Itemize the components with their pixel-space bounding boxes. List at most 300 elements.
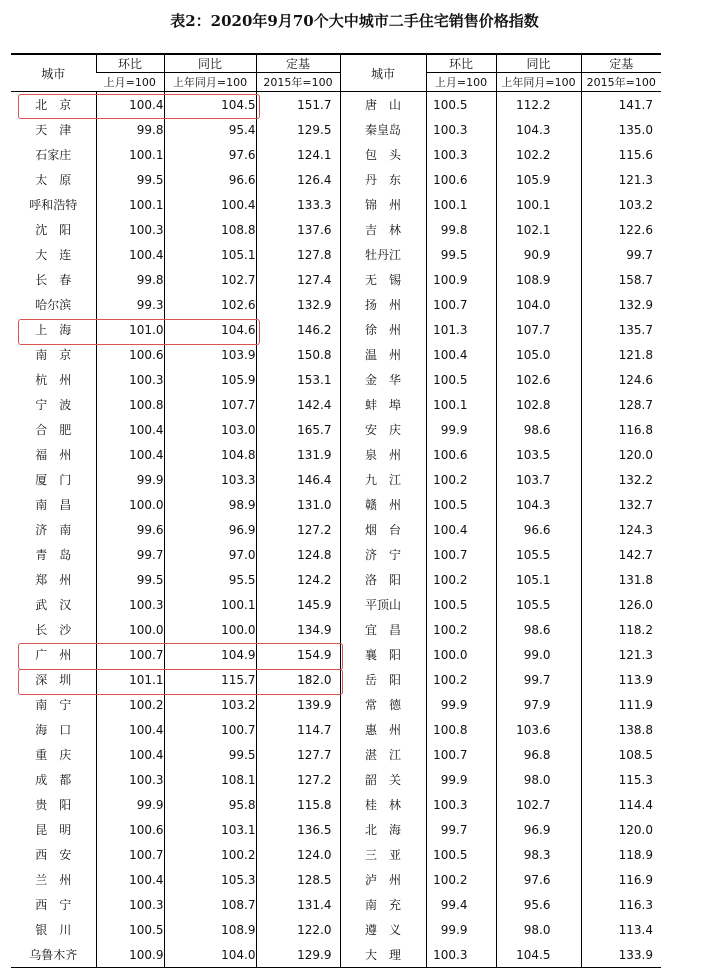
table-row [11, 817, 661, 842]
base-cell: 122.6 [581, 217, 661, 242]
mom-cell: 100.6 [426, 442, 496, 467]
table-row [11, 642, 661, 667]
mom-cell: 100.4 [96, 717, 164, 742]
mom-cell: 100.2 [96, 692, 164, 717]
header-mom-sub-left: 上月=100 [96, 73, 164, 92]
yoy-cell: 105.5 [496, 542, 581, 567]
base-cell: 103.2 [581, 192, 661, 217]
table-row [11, 392, 661, 417]
mom-cell: 99.8 [426, 217, 496, 242]
mom-cell: 100.5 [426, 492, 496, 517]
yoy-cell: 96.6 [496, 517, 581, 542]
mom-cell: 99.9 [96, 467, 164, 492]
base-cell: 142.4 [256, 392, 340, 417]
base-cell: 150.8 [256, 342, 340, 367]
table-row [11, 492, 661, 517]
base-cell: 127.7 [256, 742, 340, 767]
base-cell: 114.7 [256, 717, 340, 742]
yoy-cell: 105.0 [496, 342, 581, 367]
mom-cell: 99.9 [426, 917, 496, 942]
mom-cell: 99.6 [96, 517, 164, 542]
yoy-cell: 95.6 [496, 892, 581, 917]
city-cell: 泸 州 [340, 867, 426, 892]
mom-cell: 100.7 [96, 842, 164, 867]
city-cell: 牡丹江 [340, 242, 426, 267]
table-body [11, 92, 661, 968]
mom-cell: 100.7 [426, 542, 496, 567]
yoy-cell: 95.5 [164, 567, 256, 592]
table-row [11, 767, 661, 792]
city-cell: 哈尔滨 [35, 298, 72, 312]
base-cell: 115.8 [256, 792, 340, 817]
city-cell: 福 州 [35, 448, 72, 462]
yoy-cell: 104.8 [164, 442, 256, 467]
city-cell: 天 津 [35, 123, 72, 137]
table-row [11, 242, 661, 267]
mom-cell: 99.9 [426, 767, 496, 792]
city-cell: 乌鲁木齐 [11, 942, 96, 968]
city-cell: 昆 明 [35, 823, 72, 837]
base-cell: 126.4 [256, 167, 340, 192]
mom-cell: 100.5 [426, 592, 496, 617]
header-mom-left: 环比 [96, 54, 164, 73]
mom-cell: 100.3 [426, 792, 496, 817]
mom-cell: 100.6 [96, 342, 164, 367]
table-row [11, 92, 661, 118]
table-row [11, 442, 661, 467]
base-cell: 118.9 [581, 842, 661, 867]
yoy-cell: 108.9 [496, 267, 581, 292]
yoy-cell: 105.3 [164, 867, 256, 892]
base-cell: 116.9 [581, 867, 661, 892]
base-cell: 127.2 [256, 767, 340, 792]
city-cell: 包 头 [340, 142, 426, 167]
header-mom-sub-right: 上月=100 [426, 73, 496, 92]
yoy-cell: 95.8 [164, 792, 256, 817]
base-cell: 139.9 [256, 692, 340, 717]
yoy-cell: 105.9 [164, 367, 256, 392]
yoy-cell: 102.6 [496, 367, 581, 392]
city-cell: 扬 州 [340, 292, 426, 317]
city-cell: 宜 昌 [340, 617, 426, 642]
base-cell: 145.9 [256, 592, 340, 617]
mom-cell: 101.1 [96, 667, 164, 692]
city-cell: 湛 江 [340, 742, 426, 767]
table-row [11, 842, 661, 867]
base-cell: 165.7 [256, 417, 340, 442]
base-cell: 122.0 [256, 917, 340, 942]
yoy-cell: 104.3 [496, 492, 581, 517]
table-row [11, 667, 661, 692]
mom-cell: 100.6 [426, 167, 496, 192]
city-cell: 秦皇岛 [340, 117, 426, 142]
mom-cell: 101.0 [96, 317, 164, 342]
mom-cell: 100.2 [426, 567, 496, 592]
yoy-cell: 100.1 [496, 192, 581, 217]
base-cell: 121.8 [581, 342, 661, 367]
yoy-cell: 98.0 [496, 917, 581, 942]
mom-cell: 100.2 [426, 467, 496, 492]
mom-cell: 101.3 [426, 317, 496, 342]
yoy-cell: 97.0 [164, 542, 256, 567]
base-cell: 127.2 [256, 517, 340, 542]
yoy-cell: 103.7 [496, 467, 581, 492]
city-cell: 济 南 [35, 523, 72, 537]
base-cell: 108.5 [581, 742, 661, 767]
header-row-main [11, 54, 661, 73]
mom-cell: 99.5 [96, 567, 164, 592]
base-cell: 121.3 [581, 642, 661, 667]
city-cell: 呼和浩特 [29, 198, 78, 212]
header-yoy-sub-left: 上年同月=100 [164, 73, 256, 92]
mom-cell: 100.3 [426, 117, 496, 142]
yoy-cell: 105.1 [496, 567, 581, 592]
base-cell: 128.5 [256, 867, 340, 892]
base-cell: 131.8 [581, 567, 661, 592]
table-row [11, 942, 661, 968]
city-cell: 太 原 [35, 173, 72, 187]
price-index-table [11, 53, 661, 968]
city-cell: 洛 阳 [340, 567, 426, 592]
header-base-sub-left: 2015年=100 [256, 73, 340, 92]
yoy-cell: 96.8 [496, 742, 581, 767]
base-cell: 131.9 [256, 442, 340, 467]
mom-cell: 99.8 [96, 267, 164, 292]
base-cell: 146.4 [256, 467, 340, 492]
table-row [11, 692, 661, 717]
yoy-cell: 104.9 [164, 642, 256, 667]
yoy-cell: 103.9 [164, 342, 256, 367]
city-cell: 北 京 [35, 98, 72, 112]
yoy-cell: 100.4 [164, 192, 256, 217]
city-cell: 南 昌 [35, 498, 72, 512]
yoy-cell: 96.9 [496, 817, 581, 842]
city-cell: 烟 台 [340, 517, 426, 542]
yoy-cell: 104.5 [164, 92, 256, 118]
city-cell: 西 安 [35, 848, 72, 862]
mom-cell: 100.3 [96, 217, 164, 242]
city-cell: 三 亚 [340, 842, 426, 867]
mom-cell: 100.5 [426, 842, 496, 867]
base-cell: 124.6 [581, 367, 661, 392]
base-cell: 132.2 [581, 467, 661, 492]
mom-cell: 100.8 [96, 392, 164, 417]
base-cell: 118.2 [581, 617, 661, 642]
base-cell: 111.9 [581, 692, 661, 717]
base-cell: 182.0 [256, 667, 340, 692]
city-cell: 常 德 [340, 692, 426, 717]
yoy-cell: 103.5 [496, 442, 581, 467]
yoy-cell: 103.0 [164, 417, 256, 442]
city-cell: 重 庆 [35, 748, 72, 762]
yoy-cell: 107.7 [496, 317, 581, 342]
city-cell: 蚌 埠 [340, 392, 426, 417]
yoy-cell: 104.6 [164, 317, 256, 342]
yoy-cell: 99.0 [496, 642, 581, 667]
yoy-cell: 108.1 [164, 767, 256, 792]
city-cell: 韶 关 [340, 767, 426, 792]
city-cell: 大 理 [340, 942, 426, 968]
base-cell: 124.1 [256, 142, 340, 167]
base-cell: 124.2 [256, 567, 340, 592]
base-cell: 142.7 [581, 542, 661, 567]
mom-cell: 100.1 [426, 392, 496, 417]
page-title: 表2：2020年9月70个大中城市二手住宅销售价格指数 [170, 12, 539, 30]
base-cell: 134.9 [256, 617, 340, 642]
city-cell: 武 汉 [35, 598, 72, 612]
city-cell: 徐 州 [340, 317, 426, 342]
mom-cell: 100.4 [96, 242, 164, 267]
base-cell: 131.4 [256, 892, 340, 917]
base-cell: 124.0 [256, 842, 340, 867]
city-cell: 大 连 [35, 248, 72, 262]
base-cell: 127.8 [256, 242, 340, 267]
mom-cell: 100.3 [426, 142, 496, 167]
mom-cell: 100.4 [96, 417, 164, 442]
mom-cell: 100.1 [96, 142, 164, 167]
base-cell: 133.9 [581, 942, 661, 968]
city-cell: 金 华 [340, 367, 426, 392]
city-cell: 遵 义 [340, 917, 426, 942]
yoy-cell: 95.4 [164, 117, 256, 142]
city-cell: 长 沙 [35, 623, 72, 637]
mom-cell: 99.9 [96, 792, 164, 817]
city-cell: 锦 州 [340, 192, 426, 217]
table-row [11, 567, 661, 592]
mom-cell: 100.4 [96, 442, 164, 467]
city-cell: 岳 阳 [340, 667, 426, 692]
base-cell: 115.3 [581, 767, 661, 792]
mom-cell: 100.2 [426, 867, 496, 892]
yoy-cell: 97.9 [496, 692, 581, 717]
yoy-cell: 104.3 [496, 117, 581, 142]
header-yoy-left: 同比 [164, 54, 256, 73]
yoy-cell: 90.9 [496, 242, 581, 267]
table-row [11, 617, 661, 642]
city-cell: 南 京 [35, 348, 72, 362]
city-cell: 海 口 [35, 723, 72, 737]
yoy-cell: 104.0 [496, 292, 581, 317]
city-cell: 厦 门 [35, 473, 72, 487]
base-cell: 115.6 [581, 142, 661, 167]
mom-cell: 100.4 [426, 342, 496, 367]
table-row [11, 592, 661, 617]
yoy-cell: 104.0 [164, 942, 256, 968]
header-yoy-right: 同比 [496, 54, 581, 73]
city-cell: 吉 林 [340, 217, 426, 242]
mom-cell: 100.4 [426, 517, 496, 542]
mom-cell: 100.4 [96, 92, 164, 118]
yoy-cell: 102.8 [496, 392, 581, 417]
city-cell: 青 岛 [35, 548, 72, 562]
mom-cell: 100.7 [96, 642, 164, 667]
mom-cell: 99.7 [96, 542, 164, 567]
table-row [11, 167, 661, 192]
yoy-cell: 97.6 [496, 867, 581, 892]
base-cell: 138.8 [581, 717, 661, 742]
yoy-cell: 112.2 [496, 92, 581, 118]
table-row [11, 742, 661, 767]
mom-cell: 100.3 [96, 767, 164, 792]
base-cell: 132.9 [581, 292, 661, 317]
yoy-cell: 96.9 [164, 517, 256, 542]
table-row [11, 192, 661, 217]
yoy-cell: 98.9 [164, 492, 256, 517]
table-row [11, 467, 661, 492]
city-cell: 南 充 [340, 892, 426, 917]
city-cell: 丹 东 [340, 167, 426, 192]
header-mom-right: 环比 [426, 54, 496, 73]
base-cell: 131.0 [256, 492, 340, 517]
mom-cell: 100.9 [426, 267, 496, 292]
table-row [11, 267, 661, 292]
city-cell: 唐 山 [340, 92, 426, 118]
table-row [11, 317, 661, 342]
city-cell: 赣 州 [340, 492, 426, 517]
base-cell: 120.0 [581, 442, 661, 467]
table-row [11, 367, 661, 392]
city-cell: 北 海 [340, 817, 426, 842]
mom-cell: 100.7 [426, 292, 496, 317]
mom-cell: 100.6 [96, 817, 164, 842]
table-row [11, 717, 661, 742]
table-row [11, 917, 661, 942]
yoy-cell: 100.1 [164, 592, 256, 617]
base-cell: 116.3 [581, 892, 661, 917]
mom-cell: 99.3 [96, 292, 164, 317]
header-yoy-sub-right: 上年同月=100 [496, 73, 581, 92]
city-cell: 温 州 [340, 342, 426, 367]
base-cell: 151.7 [256, 92, 340, 118]
base-cell: 127.4 [256, 267, 340, 292]
city-cell: 平顶山 [340, 592, 426, 617]
city-cell: 沈 阳 [35, 223, 72, 237]
yoy-cell: 108.7 [164, 892, 256, 917]
city-cell: 深 圳 [35, 673, 72, 687]
mom-cell: 100.3 [96, 592, 164, 617]
base-cell: 158.7 [581, 267, 661, 292]
table-row [11, 342, 661, 367]
city-cell: 济 宁 [340, 542, 426, 567]
yoy-cell: 99.5 [164, 742, 256, 767]
base-cell: 99.7 [581, 242, 661, 267]
table-row [11, 867, 661, 892]
table-row [11, 142, 661, 167]
city-cell: 石家庄 [35, 148, 72, 162]
mom-cell: 100.1 [426, 192, 496, 217]
base-cell: 124.3 [581, 517, 661, 542]
header-base-right: 定基 [581, 54, 661, 73]
yoy-cell: 105.5 [496, 592, 581, 617]
mom-cell: 100.2 [426, 667, 496, 692]
table-row [11, 542, 661, 567]
mom-cell: 100.1 [96, 192, 164, 217]
mom-cell: 99.5 [426, 242, 496, 267]
base-cell: 154.9 [256, 642, 340, 667]
yoy-cell: 103.2 [164, 692, 256, 717]
table-row [11, 217, 661, 242]
yoy-cell: 107.7 [164, 392, 256, 417]
yoy-cell: 102.2 [496, 142, 581, 167]
base-cell: 116.8 [581, 417, 661, 442]
mom-cell: 100.5 [96, 917, 164, 942]
mom-cell: 100.3 [426, 942, 496, 968]
base-cell: 129.9 [256, 942, 340, 968]
yoy-cell: 105.1 [164, 242, 256, 267]
base-cell: 132.7 [581, 492, 661, 517]
yoy-cell: 97.6 [164, 142, 256, 167]
yoy-cell: 104.5 [496, 942, 581, 968]
city-cell: 银 川 [35, 923, 72, 937]
city-cell: 上 海 [35, 323, 72, 337]
mom-cell: 100.7 [426, 742, 496, 767]
yoy-cell: 99.7 [496, 667, 581, 692]
mom-cell: 100.0 [96, 492, 164, 517]
yoy-cell: 103.1 [164, 817, 256, 842]
mom-cell: 99.9 [426, 692, 496, 717]
mom-cell: 99.9 [426, 417, 496, 442]
city-cell: 惠 州 [340, 717, 426, 742]
header-row-sub [11, 73, 661, 92]
yoy-cell: 102.6 [164, 292, 256, 317]
city-cell: 兰 州 [35, 873, 72, 887]
mom-cell: 100.2 [426, 617, 496, 642]
base-cell: 136.5 [256, 817, 340, 842]
city-cell: 杭 州 [35, 373, 72, 387]
yoy-cell: 100.2 [164, 842, 256, 867]
base-cell: 153.1 [256, 367, 340, 392]
city-cell: 襄 阳 [340, 642, 426, 667]
yoy-cell: 103.3 [164, 467, 256, 492]
yoy-cell: 98.0 [496, 767, 581, 792]
city-cell: 合 肥 [35, 423, 72, 437]
city-cell: 宁 波 [35, 398, 72, 412]
mom-cell: 99.5 [96, 167, 164, 192]
city-cell: 广 州 [35, 648, 72, 662]
header-city-right: 城市 [340, 54, 426, 92]
mom-cell: 100.8 [426, 717, 496, 742]
city-cell: 桂 林 [340, 792, 426, 817]
header-base-sub-right: 2015年=100 [581, 73, 661, 92]
city-cell: 南 宁 [35, 698, 72, 712]
base-cell: 128.7 [581, 392, 661, 417]
mom-cell: 99.7 [426, 817, 496, 842]
yoy-cell: 100.7 [164, 717, 256, 742]
city-cell: 泉 州 [340, 442, 426, 467]
yoy-cell: 108.9 [164, 917, 256, 942]
mom-cell: 100.3 [96, 892, 164, 917]
mom-cell: 100.9 [96, 942, 164, 968]
mom-cell: 99.4 [426, 892, 496, 917]
mom-cell: 100.0 [96, 617, 164, 642]
city-cell: 安 庆 [340, 417, 426, 442]
table-row [11, 117, 661, 142]
mom-cell: 99.8 [96, 117, 164, 142]
base-cell: 137.6 [256, 217, 340, 242]
city-cell: 九 江 [340, 467, 426, 492]
table-row [11, 517, 661, 542]
base-cell: 126.0 [581, 592, 661, 617]
yoy-cell: 115.7 [164, 667, 256, 692]
base-cell: 113.4 [581, 917, 661, 942]
yoy-cell: 102.7 [496, 792, 581, 817]
yoy-cell: 98.6 [496, 617, 581, 642]
base-cell: 113.9 [581, 667, 661, 692]
base-cell: 141.7 [581, 92, 661, 118]
base-cell: 114.4 [581, 792, 661, 817]
table-row [11, 417, 661, 442]
base-cell: 129.5 [256, 117, 340, 142]
